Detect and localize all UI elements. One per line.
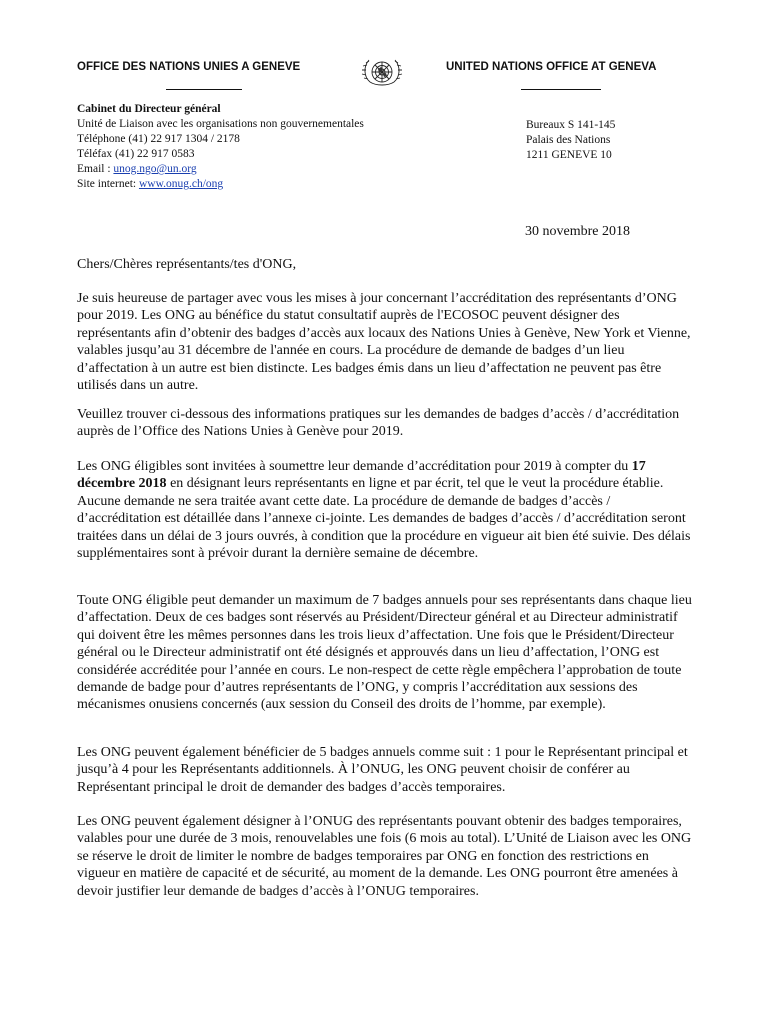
body-paragraph-6: [77, 813, 692, 900]
office-address: [526, 118, 615, 163]
sender-website-label: Site internet:: [77, 178, 139, 190]
address-line-3: 1211 GENEVE 10: [526, 149, 612, 161]
sender-email-label: Email :: [77, 163, 114, 175]
sender-website-row: [77, 177, 364, 192]
header-right-underline: [521, 89, 601, 90]
sender-department: Cabinet du Directeur général: [77, 103, 221, 115]
body-paragraph-2: [77, 406, 692, 441]
paragraph-text: Les ONG peuvent également désigner à l’ONUG des représentants pouvant obtenir des badges temporaires, valables pour une durée de 3 mois, renouvelables une fois (6 mois au total). L’Unité de Liaison avec les ONG se réserve le droit de limiter le nombre de badges temporaires par ONG en fonction des restrictions en vigueur en matière de capacité et de sécurité, au moment de la demande. Les ONG pourront être amenées à devoir justifier leur demande de badges d’accès à l’ONUG temporaires.: [77, 814, 692, 899]
sender-fax: Téléfax (41) 22 917 0583: [77, 148, 195, 160]
paragraph-text: Je suis heureuse de partager avec vous les mises à jour concernant l’accréditation des représentants d’ONG pour 2019. Les ONG au bénéfice du statut consultatif auprès de l'ECOSOC peuvent désigner des représentants afin d’obtenir des badges d’accès aux locaux des Nations Unies à Genève, New York et Vienne, valables jusqu’au 31 décembre de l'année en cours. La procédure de demande de badges d’un lieu d’affectation à un autre est bien distincte. Les badges émis dans un lieu d’affectation ne peuvent pas être utilisés dans un autre.: [77, 291, 691, 394]
paragraph-text: Toute ONG éligible peut demander un maximum de 7 badges annuels pour ses représentants dans chaque lieu d’affectation. Deux de ces badges sont réservés au Président/Directeur général et au Directeur administratif qui doivent être les mêmes personnes dans les trois lieux d’affectation. Une fois que le Président/Directeur général ou le Directeur administratif ont été désignés et approuvés dans un lieu d’affectation, l’ONG est considérée accréditée pour l’année en cours. Le non-respect de cette règle empêchera l’approbation de toute demande de badge pour d’autres représentants de l’ONG, y compris l’accréditation aux sessions des mécanismes onusiens concernés (aux session du Conseil des droits de l’homme, par exemple).: [77, 593, 692, 713]
body-paragraph-1: [77, 290, 692, 394]
address-line-2: Palais des Nations: [526, 134, 611, 146]
sender-unit: Unité de Liaison avec les organisations non gouvernementales: [77, 118, 364, 130]
header-right-title: UNITED NATIONS OFFICE AT GENEVA: [446, 61, 657, 73]
sender-website-link[interactable]: www.onug.ch/ong: [138, 178, 224, 190]
header-left-underline: [166, 89, 242, 90]
sender-block: [77, 102, 364, 192]
header-left-title: OFFICE DES NATIONS UNIES A GENEVE: [77, 61, 301, 73]
paragraph-text-start: Les ONG éligibles sont invitées à soumettre leur demande d’accréditation pour 2019 à compter du: [77, 459, 632, 474]
un-emblem-icon: [356, 55, 408, 91]
paragraph-text: Veuillez trouver ci-dessous des informations pratiques sur les demandes de badges d’accès / d’accréditation auprès de l’Office des Nations Unies à Genève pour 2019.: [77, 407, 680, 440]
sender-phone: Téléphone (41) 22 917 1304 / 2178: [77, 133, 240, 145]
sender-email-row: [77, 162, 364, 177]
body-paragraph-3: [77, 458, 692, 562]
address-line-1: Bureaux S 141-145: [526, 119, 616, 131]
paragraph-text-end: en désignant leurs représentants en ligne et par écrit, tel que le veut la procédure établie. Aucune demande ne sera traitée avant cette date. La procédure de demande de badges d’accès / d’accréditation est détaillée dans l’annexe ci-jointe. Les demandes de badges d’accès / d’accréditation seront traitées dans un délai de 3 jours ouvrés, à condition que la procédure en vigueur ait bien été suivie. Des délais supplémentaires sont à prévoir durant la dernière semaine de décembre.: [77, 476, 691, 562]
paragraph-text: [77, 458, 692, 562]
paragraph-text: Les ONG peuvent également bénéficier de 5 badges annuels comme suit : 1 pour le Représentant principal et jusqu’à 4 pour les Représentants additionnels. À l’ONUG, les ONG peuvent choisir de conférer au Représentant principal le droit de demander des badges d’accès temporaires.: [77, 745, 688, 795]
letter-date: 30 novembre 2018: [525, 224, 630, 239]
body-paragraph-4: [77, 592, 692, 714]
body-paragraph-5: [77, 744, 692, 796]
salutation: Chers/Chères représentants/tes d'ONG,: [77, 257, 297, 272]
sender-email-link[interactable]: unog.ngo@un.org: [113, 163, 197, 175]
deadline-date: 17 décembre 2018: [77, 459, 646, 492]
